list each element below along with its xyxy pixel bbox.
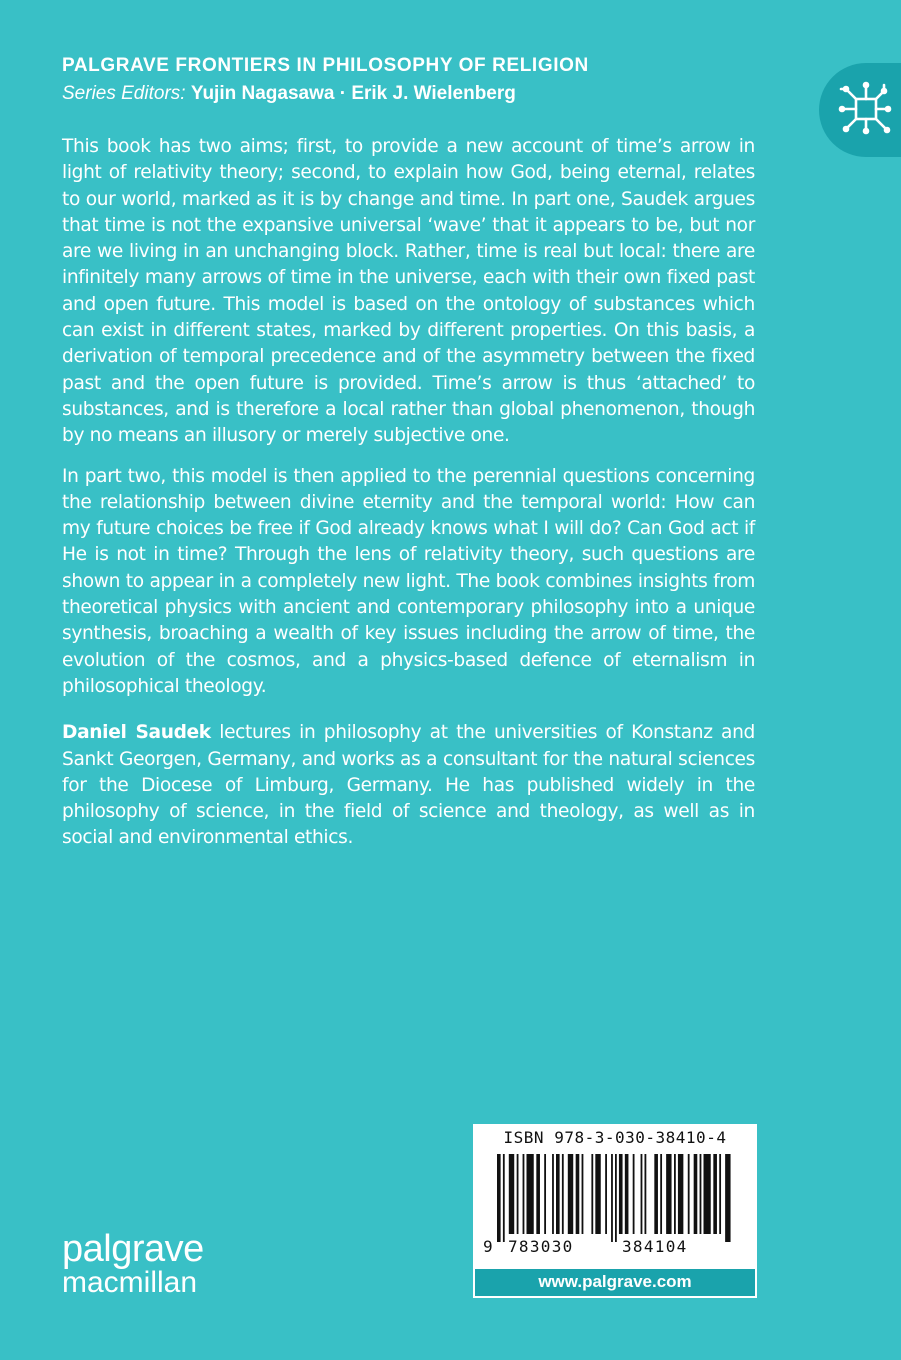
blurb <box>62 134 755 866</box>
isbn-label: ISBN 978-3-030-38410-4 <box>503 1128 727 1147</box>
series-emblem <box>819 63 901 157</box>
author-bio <box>62 720 755 851</box>
barcode-icon <box>497 1154 733 1242</box>
series-editors-names: Yujin Nagasawa · Erik J. Wielenberg <box>190 83 516 104</box>
author-name: Daniel Saudek <box>62 722 211 744</box>
barcode-digit-first: 9 <box>483 1237 494 1256</box>
publisher-logo <box>62 1228 204 1300</box>
publisher-logo-line2: macmillan <box>62 1266 198 1299</box>
series-title: PALGRAVE FRONTIERS IN PHILOSOPHY OF RELIGION <box>62 55 589 76</box>
publisher-website[interactable]: www.palgrave.com <box>473 1269 757 1298</box>
author-bio-text: lectures in philosophy at the universities of Konstanz and Sankt Georgen, Germany, and works as a consultant for the natural sciences for the Diocese of Limburg, Germany. He has published widely in the philosophy of science, in the field of science and theology, as well as in social and environmental ethics. <box>62 722 755 849</box>
network-node-icon <box>834 77 898 141</box>
publisher-logo-line1: palgrave <box>62 1228 204 1270</box>
series-editors <box>62 83 516 105</box>
blurb-paragraph-1: This book has two aims; first, to provide a new account of time’s arrow in light of relativity theory; second, to explain how God, being eternal, relates to our world, marked as it is by change and time. In part one, Saudek argues that time is not the expansive universal ‘wave’ that it appears to be, but nor are we living in an unchanging block. Rather, time is real but local: there are infinitely many arrows of time in the universe, each with their own fixed past and open future. This model is based on the ontology of substances which can exist in different states, marked by different properties. On this basis, a derivation of temporal precedence and of the asymmetry between the fixed past and the open future is provided. Time’s arrow is thus ‘attached’ to substances, and is therefore a local rather than global phenomenon, though by no means an illusory or merely subjective one. <box>62 136 755 447</box>
barcode-digits-right: 384104 <box>622 1237 688 1256</box>
barcode-digits-left: 783030 <box>508 1237 574 1256</box>
series-editors-label: Series Editors: <box>62 83 186 104</box>
barcode-panel <box>473 1124 757 1269</box>
blurb-paragraph-2: In part two, this model is then applied to the perennial questions concerning the relationship between divine eternity and the temporal world: How can my future choices be free if God already knows what I will do? Can God act if He is not in time? Through the lens of relativity theory, such questions are shown to appear in a completely new light. The book combines insights from theoretical physics with ancient and contemporary philosophy into a unique synthesis, broaching a wealth of key issues including the arrow of time, the evolution of the cosmos, and a physics-based defence of eternalism in philosophical theology. <box>62 465 755 697</box>
